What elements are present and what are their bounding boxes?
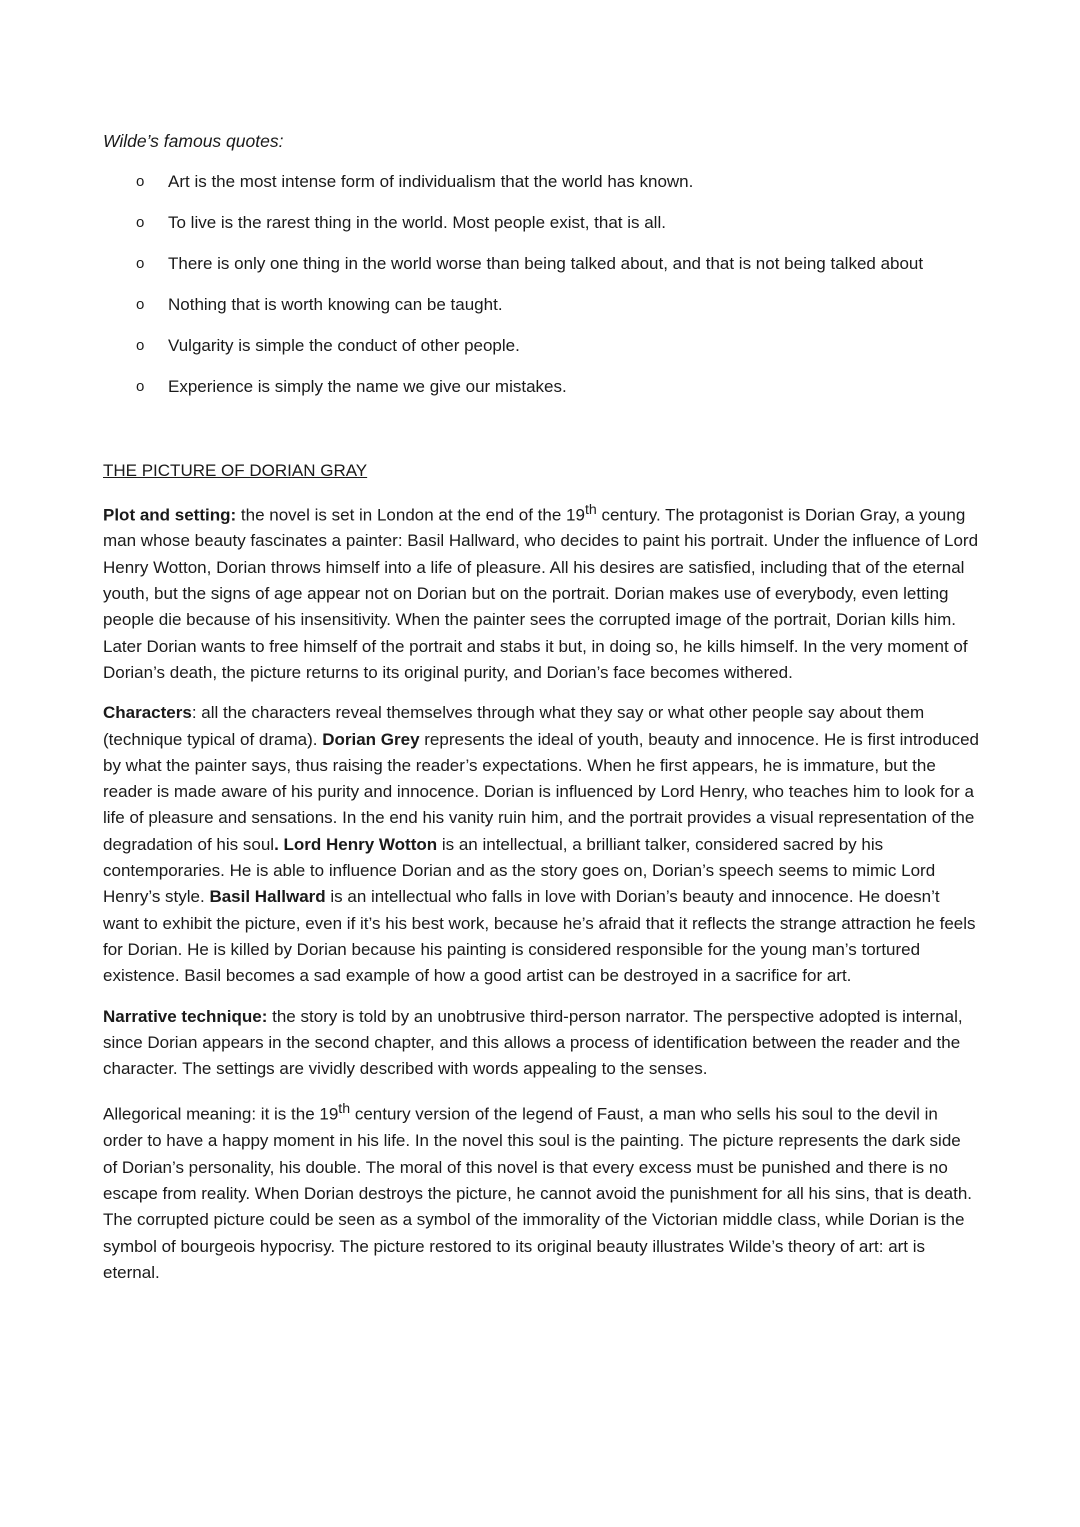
quote-text: Experience is simply the name we give our mistakes. [168,377,567,396]
quote-text: To live is the rarest thing in the world. Most people exist, that is all. [168,213,666,232]
characters-text-2: represents the ideal of youth, beauty and innocence. He is first introduced by what the painter says, thus raising the reader’s expectations. When he first appears, he is immature, but the reader is made aware of his purity and innocence. Dorian is influenced by Lord Henry, who teaches him to look for a life of pleasure and sensations. In the end his vanity ruin him, and the portrait provides a visual representation of the degradation of his soul [103,729,979,854]
bullet-circle-icon: o [136,255,145,272]
bullet-circle-icon: o [136,214,145,231]
plot-text-1: the novel is set in London at the end of the 19 [236,505,585,525]
plot-superscript: th [584,501,597,518]
section-title: THE PICTURE OF DORIAN GRAY [103,460,368,480]
quote-list [103,169,983,401]
allegorical-paragraph [103,1096,979,1286]
characters-label: Characters [103,703,192,723]
bullet-circle-icon: o [136,173,145,190]
quotes-heading: Wilde’s famous quotes: [103,131,284,151]
list-item [103,169,958,196]
list-item [103,292,958,319]
list-item [103,333,958,360]
characters-text-3: is an intellectual, a brilliant talker, considered sacred by his contemporaries. He is able to influence Dorian and as the story goes on, Dorian’s speech seems to mimic Lord Henry’s style. [103,834,936,907]
quote-text: Art is the most intense form of individualism that the world has known. [168,172,694,191]
plot-paragraph [103,497,979,687]
characters-text-4: is an intellectual who falls in love with Dorian’s beauty and innocence. He doesn’t want to exhibit the picture, even if it’s his best work, because he’s afraid that it reflects the strange attraction he feels for Dorian. He is killed by Dorian because his painting is considered responsible for the young man’s tortured existence. Basil becomes a sad example of how a good artist can be destroyed in a sacrifice for art. [103,887,976,986]
narrative-label: Narrative technique: [103,1006,268,1026]
henry-label: . Lord Henry Wotton [274,834,438,854]
bullet-circle-icon: o [136,296,145,313]
list-item [103,251,958,278]
list-item [103,210,958,237]
list-item [103,374,958,401]
basil-label: Basil Hallward [209,887,326,907]
bullet-circle-icon: o [136,337,145,354]
characters-text-1: : all the characters reveal themselves through what they say or what other people say about them (technique typical of drama). [103,703,925,749]
document-page [103,128,983,1300]
allegorical-text-2: century version of the legend of Faust, a man who sells his soul to the devil in order to have a happy moment in his life. In the novel this soul is the painting. The picture represents the dark side of Dorian’s personality, his double. The moral of this novel is that every excess must be punished and there is no escape from reality. When Dorian destroys the picture, he cannot avoid the punishment for all his sins, that is death. The corrupted picture could be seen as a symbol of the immorality of the Victorian middle class, while Dorian is the symbol of bourgeois hypocrisy. The picture restored to its original beauty illustrates Wilde’s theory of art: art is eternal. [103,1105,973,1282]
plot-label: Plot and setting: [103,505,237,525]
narrative-text: the story is told by an unobtrusive third-person narrator. The perspective adopted is internal, since Dorian appears in the second chapter, and this allows a process of identification between the reader and the character. The settings are vividly described with words appealing to the senses. [103,1006,963,1079]
allegorical-text-1: Allegorical meaning: it is the 19 [103,1105,339,1125]
bullet-circle-icon: o [136,378,145,395]
narrative-paragraph [103,1004,979,1083]
characters-paragraph [103,700,979,989]
dorian-label: Dorian Grey [322,729,420,749]
allegorical-superscript: th [338,1101,351,1118]
plot-text-2: century. The protagonist is Dorian Gray, a young man whose beauty fascinates a painter: Basil Hallward, who decides to paint his portrait. Under the influence of Lord Henry Wotton, Dorian throws himself into a life of pleasure. All his desires are satisfied, including that of the eternal youth, but the signs of age appear not on Dorian but on the portrait. Dorian makes use of everybody, even letting people die because of his insensitivity. When the painter sees the corrupted image of the portrait, Dorian kills him. Later Dorian wants to free himself of the portrait and stabs it but, in doing so, he kills himself. In the very moment of Dorian’s death, the picture returns to its original purity, and Dorian’s face becomes withered. [103,505,979,682]
quote-text: There is only one thing in the world worse than being talked about, and that is not being talked about [168,254,924,273]
quote-text: Nothing that is worth knowing can be taught. [168,295,503,314]
quote-text: Vulgarity is simple the conduct of other people. [168,336,520,355]
